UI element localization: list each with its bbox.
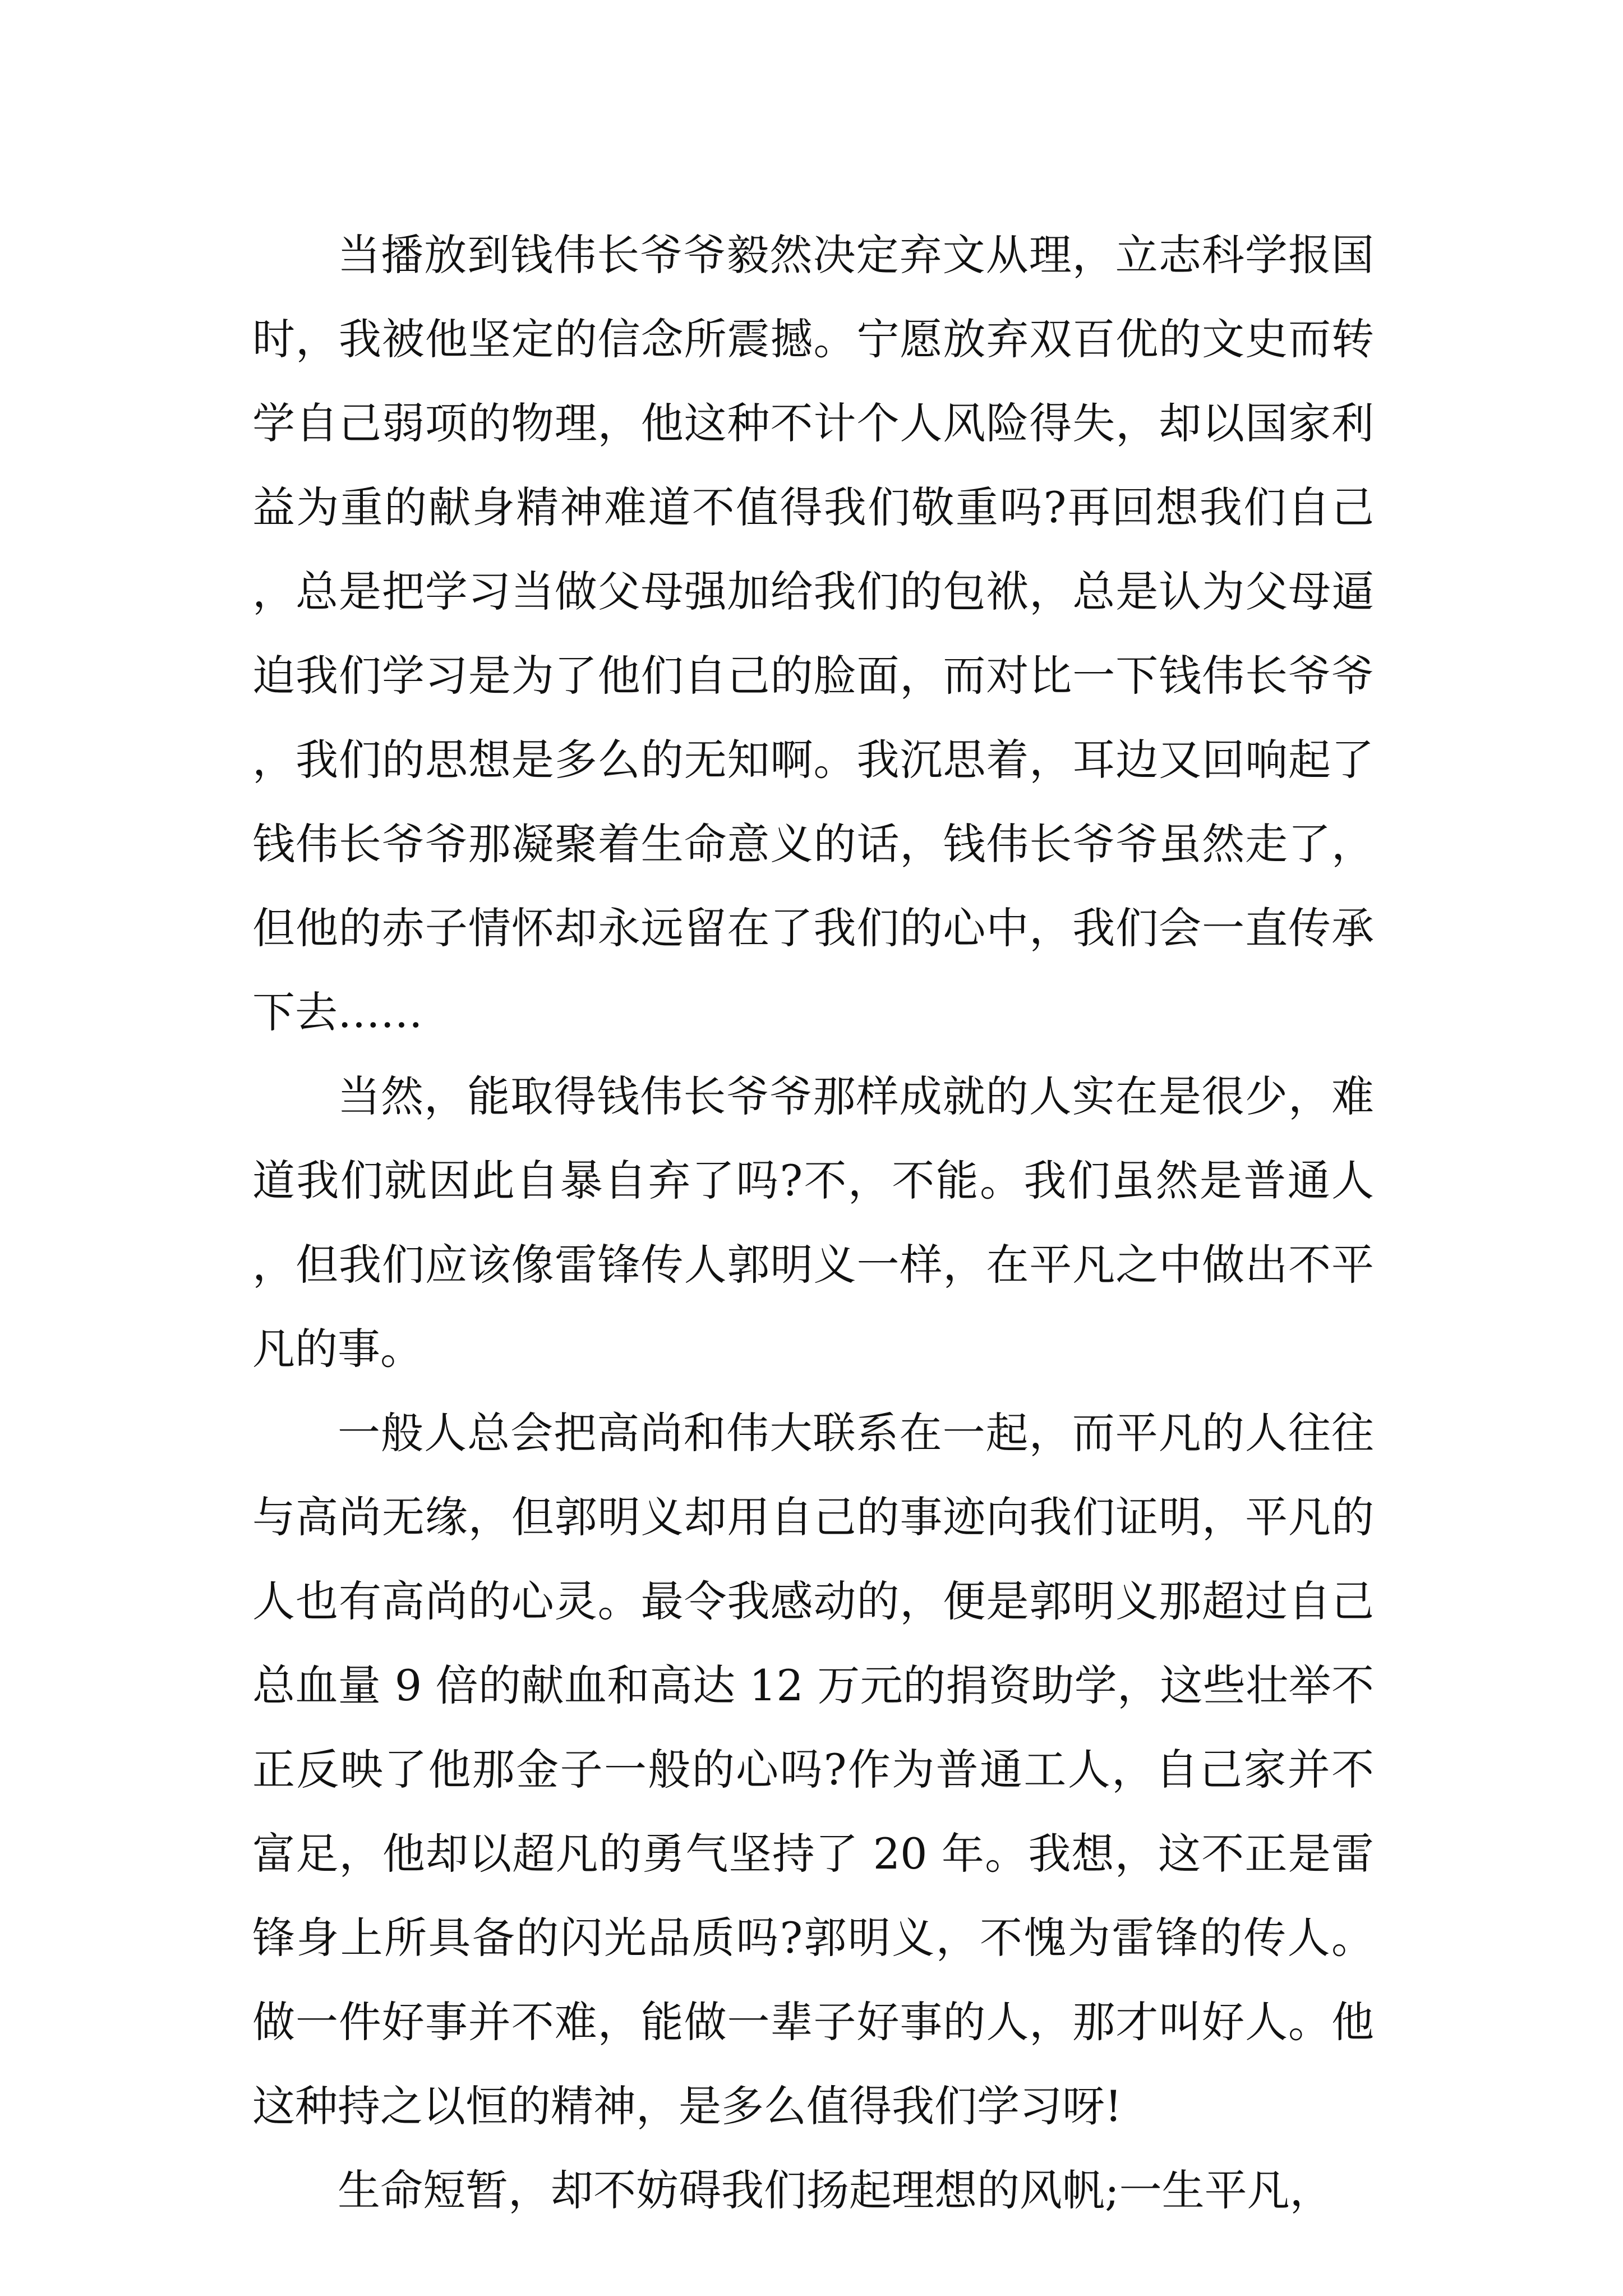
paragraph-ordinary-people: 当然，能取得钱伟长爷爷那样成就的人实在是很少，难道我们就因此自暴自弃了吗?不，不能。我们虽然是普通人，但我们应该像雷锋传人郭明义一样，在平凡之中做出不平凡的事。 [252, 1071, 1374, 1374]
paragraph-guo-mingyi: 一般人总会把高尚和伟大联系在一起，而平凡的人往往与高尚无缘，但郭明义却用自己的事迹向我们证明，平凡的人也有高尚的心灵。最令我感动的，便是郭明义那超过自己总血量 9 倍的献血和高达 12 万元的捐资助学，这些壮举不正反映了他那金子一般的心吗?作为普通工人，自己家并不富足，他却以超凡的勇气坚持了 20 年。我想，这不正是雷锋身上所具备的闪光品质吗?郭明义，不愧为雷锋的传人。做一件好事并不难，能做一辈子好事的人，那才叫好人。他这种持之以恒的精神，是多么值得我们学习呀! [252, 1408, 1374, 2131]
paragraph-life-short: 生命短暂，却不妨碍我们扬起理想的风帆;一生平凡， [338, 2165, 1332, 2215]
document-body [252, 213, 1374, 2233]
paragraph-qian-weichang: 当播放到钱伟长爷爷毅然决定弃文从理，立志科学报国时，我被他坚定的信念所震撼。宁愿放弃双百优的文史而转学自己弱项的物理，他这种不计个人风险得失，却以国家利益为重的献身精神难道不值得我们敬重吗?再回想我们自己，总是把学习当做父母强加给我们的包袱，总是认为父母逼迫我们学习是为了他们自己的脸面，而对比一下钱伟长爷爷，我们的思想是多么的无知啊。我沉思着，耳边又回响起了钱伟长爷爷那凝聚着生命意义的话，钱伟长爷爷虽然走了，但他的赤子情怀却永远留在了我们的心中，我们会一直传承下去…… [252, 230, 1374, 1037]
